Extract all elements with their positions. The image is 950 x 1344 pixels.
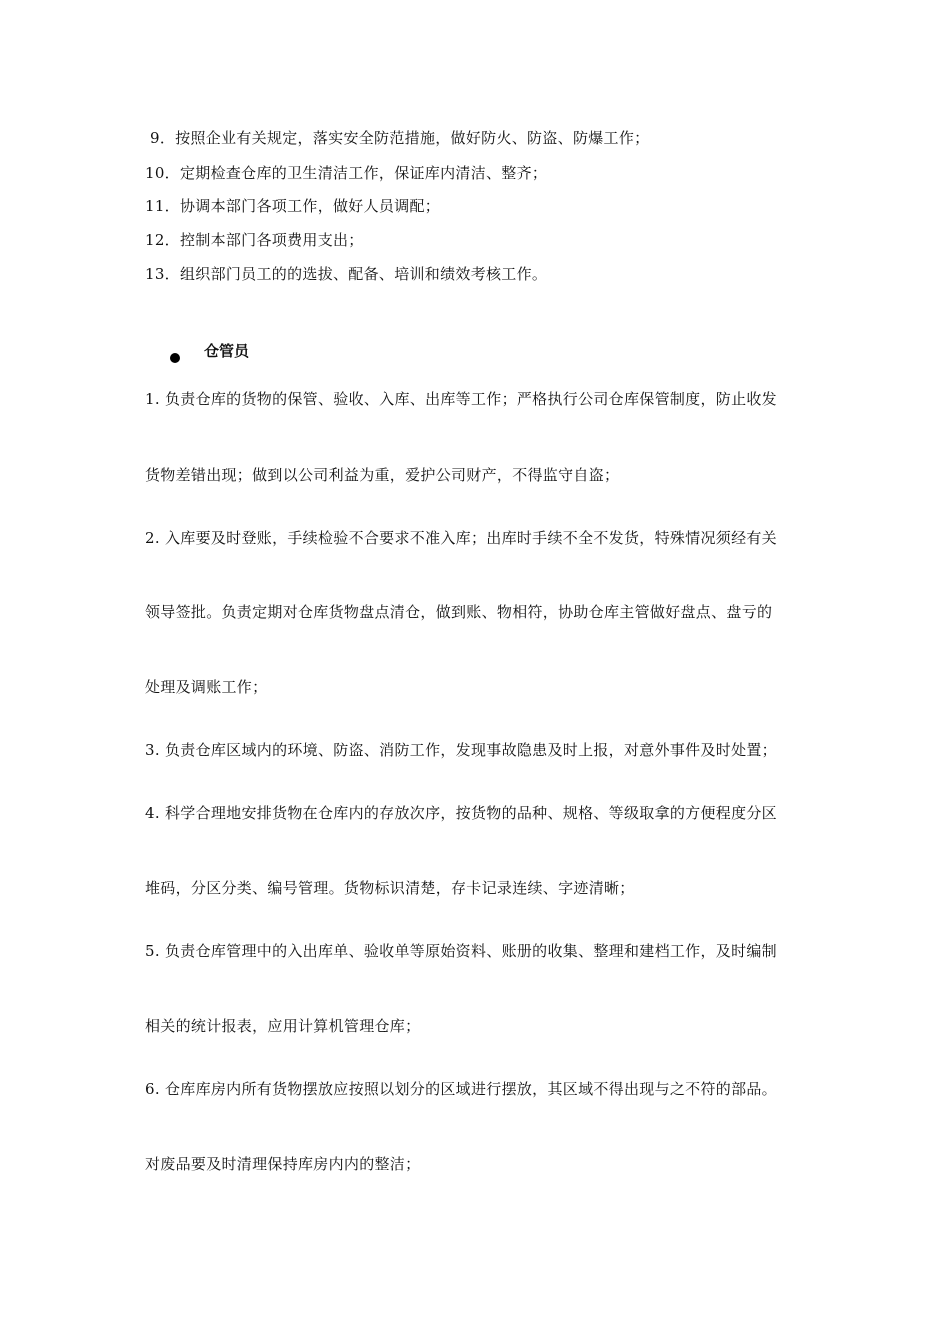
section-title: 仓管员 [204,342,250,360]
paragraph-line: 对废品要及时清理保持库房内内的整洁； [145,1155,421,1173]
list-item: 9．按照企业有关规定，落实安全防范措施，做好防火、防盗、防爆工作； [150,129,650,147]
list-item: 12．控制本部门各项费用支出； [145,231,364,249]
bullet-icon [170,353,180,363]
list-item: 13．组织部门员工的的选拔、配备、培训和绩效考核工作。 [145,265,548,283]
paragraph-line: 4. 科学合理地安排货物在仓库内的存放次序，按货物的品种、规格、等级取拿的方便程度分区 [145,804,777,822]
paragraph-line: 5. 负责仓库管理中的入出库单、验收单等原始资料、账册的收集、整理和建档工作，及时编制 [145,942,777,960]
paragraph-line: 6. 仓库库房内所有货物摆放应按照以划分的区域进行摆放，其区域不得出现与之不符的部品。 [145,1080,777,1098]
section-heading [170,340,249,362]
paragraph-line: 堆码，分区分类、编号管理。货物标识清楚，存卡记录连续、字迹清晰； [145,879,635,897]
paragraph-line: 3. 负责仓库区域内的环境、防盗、消防工作，发现事故隐患及时上报，对意外事件及时处置； [145,741,777,759]
paragraph-line: 相关的统计报表，应用计算机管理仓库； [145,1017,421,1035]
paragraph-line: 领导签批。负责定期对仓库货物盘点清仓，做到账、物相符，协助仓库主管做好盘点、盘亏的 [145,603,773,621]
paragraph-line: 处理及调账工作； [145,678,268,696]
paragraph-line: 2. 入库要及时登账，手续检验不合要求不准入库；出库时手续不全不发货，特殊情况须经有关 [145,529,777,547]
paragraph-line: 货物差错出现；做到以公司利益为重，爱护公司财产，不得监守自盗； [145,466,620,484]
list-item: 10．定期检查仓库的卫生清洁工作，保证库内清洁、整齐； [145,164,548,182]
paragraph-line: 1. 负责仓库的货物的保管、验收、入库、出库等工作；严格执行公司仓库保管制度，防止收发 [145,390,777,408]
list-item: 11．协调本部门各项工作，做好人员调配； [145,197,441,215]
